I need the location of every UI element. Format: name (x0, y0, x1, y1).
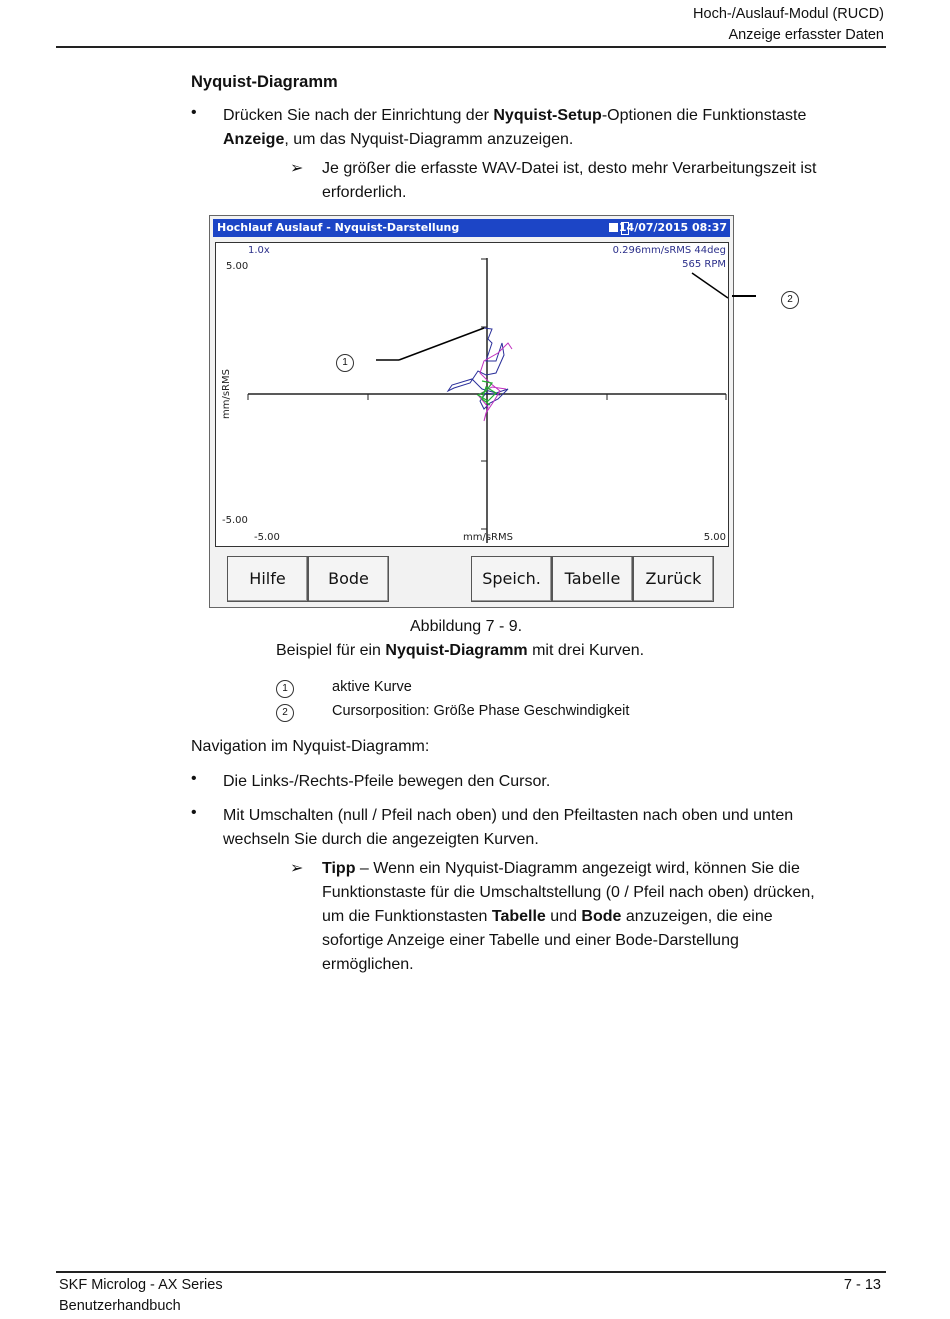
callout-2-leader-h (732, 295, 756, 297)
section-title: Nyquist-Diagramm (191, 73, 338, 91)
cursor-readout: 0.296mm/sRMS 44deg (612, 245, 726, 256)
legend-2-marker: 2 (276, 704, 294, 722)
bullet-icon: • (191, 770, 197, 787)
legend-1-marker: 1 (276, 680, 294, 698)
arrow-bullet-icon: ➢ (290, 860, 304, 877)
header-section: Anzeige erfasster Daten (728, 27, 884, 43)
callout-1-leader (399, 328, 484, 360)
callout-2-marker: 2 (781, 291, 799, 309)
legend-1-text: aktive Kurve (332, 679, 412, 695)
bullet-3: Mit Umschalten (null / Pfeil nach oben) und den Pfeiltasten nach oben und unten wechseln Sie durch die angezeigten Kurven. (223, 807, 794, 848)
tip-note: Tipp – Wenn ein Nyquist-Diagramm angezeigt wird, können Sie die Funktionstaste für die Umschaltstellung (0 / Pfeil nach oben) drücken, um die Funktionstasten Tabelle und Bode anzuzeigen, die eine sofortige Anzeige einer Tabelle und einer Bode-Darstellung ermöglichen. (322, 860, 815, 973)
zoom-factor: 1.0x (248, 245, 270, 256)
device-titlebar (213, 219, 730, 237)
nyquist-chart (216, 243, 728, 546)
device-title: Hochlauf Auslauf - Nyquist-Darstellung (217, 221, 460, 234)
legend-2-text: Cursorposition: Größe Phase Geschwindigkeit (332, 703, 630, 719)
callout-1-marker: 1 (336, 354, 354, 372)
header-module: Hoch-/Auslauf-Modul (RUCD) (693, 6, 884, 22)
y-max-label: 5.00 (226, 261, 249, 272)
tabelle-button[interactable]: Tabelle (552, 556, 633, 602)
speich-button[interactable]: Speich. (471, 556, 552, 602)
figure-number: Abbildung 7 - 9. (410, 618, 523, 635)
bullet-icon: • (191, 804, 197, 821)
page-number: 7 - 13 (843, 1277, 881, 1293)
y-axis-label: mm/sRMS (221, 369, 232, 419)
header-rule (56, 46, 886, 48)
bullet-icon: • (191, 104, 197, 121)
bullet-1: Drücken Sie nach der Einrichtung der Nyquist-Setup-Optionen die Funktionstaste Anzeige, um das Nyquist-Diagramm anzuzeigen. (223, 107, 807, 148)
hilfe-button[interactable]: Hilfe (227, 556, 308, 602)
x-max-label: 5.00 (703, 532, 726, 543)
footer-rule (56, 1271, 886, 1273)
curve-1-active (448, 328, 508, 409)
curve-2 (478, 343, 512, 421)
zurueck-button[interactable]: Zurück (633, 556, 714, 602)
note-1: Je größer die erfasste WAV-Datei ist, desto mehr Verarbeitungszeit ist erforderlich. (322, 160, 817, 201)
device-datetime: 14/07/2015 08:37 (618, 221, 727, 234)
device-screenshot (209, 215, 734, 608)
bode-button[interactable]: Bode (308, 556, 389, 602)
callout-2-leader (692, 273, 728, 298)
nyquist-plot (215, 242, 729, 547)
x-axis-label: mm/sRMS (463, 532, 513, 543)
x-min-label: -5.00 (254, 532, 280, 543)
figure-caption: Beispiel für ein Nyquist-Diagramm mit drei Kurven. (276, 642, 645, 659)
rpm-readout: 565 RPM (682, 259, 726, 270)
bullet-2: Die Links-/Rechts-Pfeile bewegen den Cursor. (223, 773, 551, 790)
memory-card-icon (609, 223, 618, 232)
y-min-label: -5.00 (222, 515, 248, 526)
arrow-bullet-icon: ➢ (290, 160, 304, 177)
footer-left: SKF Microlog - AX Series Benutzerhandbuch (59, 1277, 223, 1314)
navigation-title: Navigation im Nyquist-Diagramm: (191, 738, 430, 755)
